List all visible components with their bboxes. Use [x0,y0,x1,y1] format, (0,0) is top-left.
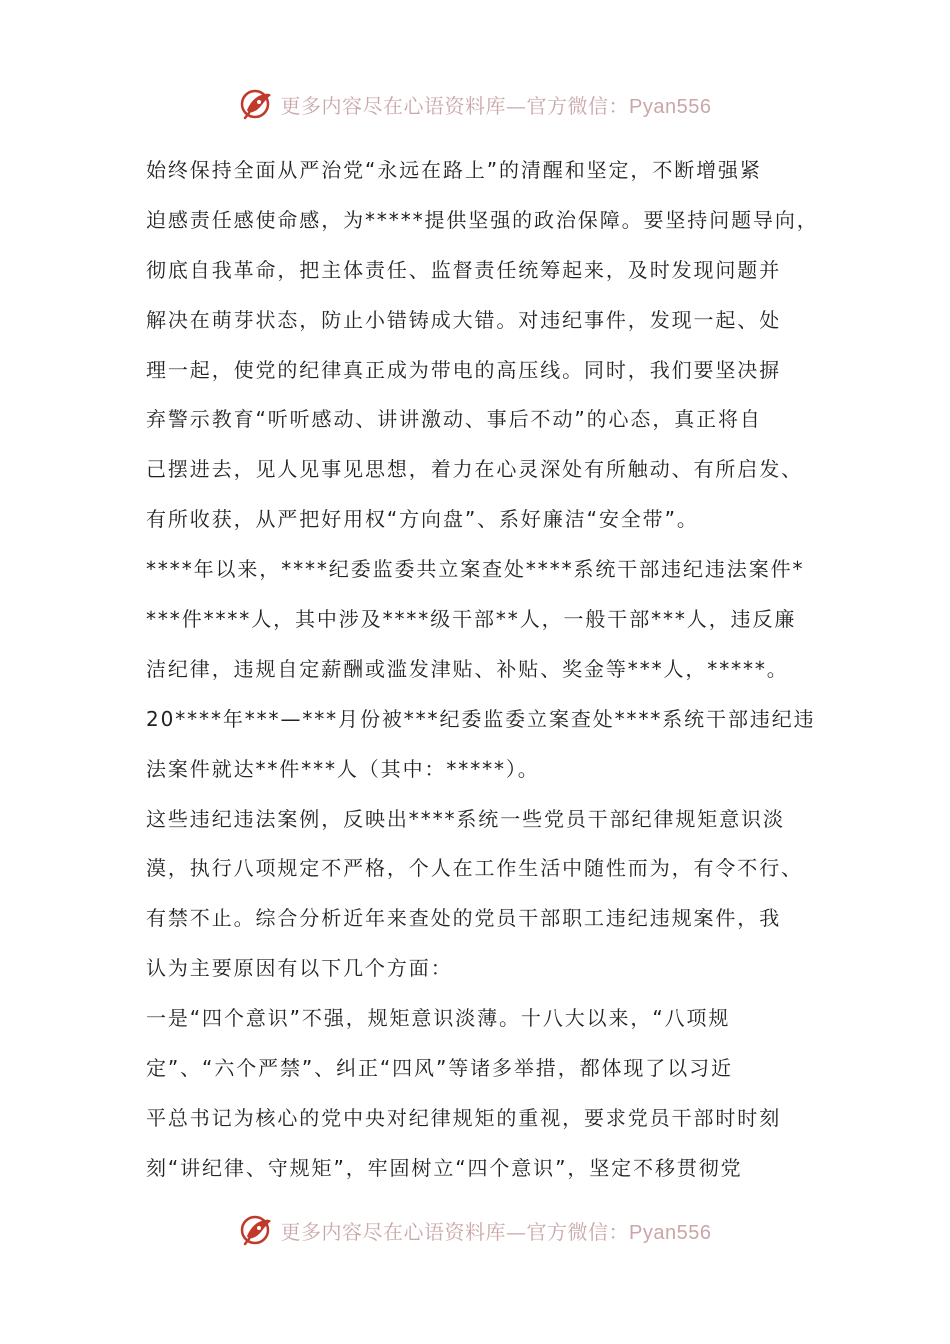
text-line: 一是“四个意识”不强，规矩意识淡薄。十八大以来，“八项规 [146,1006,731,1031]
pen-nib-logo-icon [239,1212,275,1248]
text-line: 认为主要原因有以下几个方面： [146,956,453,981]
text-line: 解决在萌芽状态，防止小错铸成大错。对违纪事件，发现一起、处 [146,307,782,332]
text-line: 始终保持全面从严治党“永远在路上”的清醒和坚定，不断增强紧 [146,158,762,182]
banner-wechat-id: Pyan556 [629,1221,712,1244]
text-line: 弃警示教育“听听感动、讲讲激动、事后不动”的心态，真正将自 [146,407,762,432]
text-line: ***件****人，其中涉及****级干部**人，一般干部***人，违反廉 [146,607,797,632]
text-line: 有禁不止。综合分析近年来查处的党员干部职工违纪违规案件，我 [146,906,782,931]
banner-slogan: 更多内容尽在心语资料库—官方微信： [280,1219,630,1244]
text-line: 定”、“六个严禁”、纠正“四风”等诸多举措，都体现了以习近 [146,1056,733,1081]
text-line: 刻“讲纪律、守规矩”，牢固树立“四个意识”，坚定不移贯彻党 [146,1155,743,1180]
text-line: 己摆进去，见人见事见思想，着力在心灵深处有所触动、有所启发、 [146,457,803,482]
text-line: 20****年***—***月份被***纪委监委立案查处****系统干部违纪违 [146,706,816,731]
text-line: 平总书记为核心的党中央对纪律规矩的重视，要求党员干部时时刻 [146,1105,782,1130]
header-banner [0,82,950,126]
footer-banner [0,1208,950,1252]
banner-wechat-id: Pyan556 [629,95,712,118]
document-body [146,146,836,1194]
text-line: 漠，执行八项规定不严格，个人在工作生活中随性而为，有令不行、 [146,856,803,881]
banner-text [281,90,712,119]
text-line: 这些违纪违法案例，反映出****系统一些党员干部纪律规矩意识淡 [146,806,785,831]
text-line: 有所收获，从严把好用权“方向盘”、系好廉洁“安全带”。 [146,507,699,532]
text-line: 法案件就达**件***人（其中：*****）。 [146,756,540,781]
text-line: 彻底自我革命，把主体责任、监督责任统筹起来，及时发现问题并 [146,257,782,282]
text-line: ****年以来，****纪委监委共立案查处****系统干部违纪违法案件* [146,557,805,582]
text-line: 迫感责任感使命感，为*****提供坚强的政治保障。要坚持问题导向， [146,207,819,232]
banner-text [281,1216,712,1245]
text-line: 洁纪律，违规自定薪酬或滥发津贴、补贴、奖金等***人，*****。 [146,656,789,681]
banner-slogan: 更多内容尽在心语资料库—官方微信： [280,93,630,118]
pen-nib-logo-icon [239,86,275,122]
text-line: 理一起，使党的纪律真正成为带电的高压线。同时，我们要坚决摒 [146,357,782,382]
